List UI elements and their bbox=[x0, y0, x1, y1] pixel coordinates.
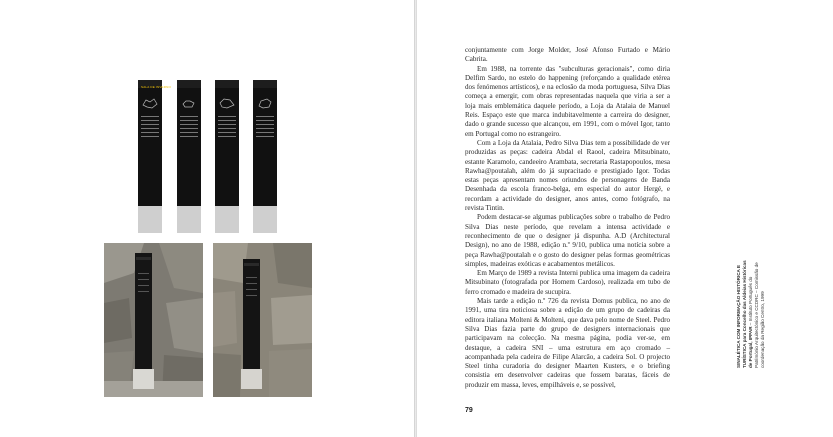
left-page bbox=[0, 0, 414, 437]
totem-photo-1 bbox=[104, 243, 203, 397]
side-caption-bold: SINALÉTICA COM INFORMAÇÃO HISTÓRICA E TURÍSTICA para Concelho das Aldeias Históricas de Portugal, IPPAR bbox=[736, 260, 753, 368]
body-text bbox=[465, 46, 670, 390]
page-number: 79 bbox=[465, 407, 473, 414]
side-caption-rest: – Instituto Português do Património Arquitectónico e CCDRC – Comissão de coordenação da Região Centro, 1999 bbox=[748, 262, 765, 368]
totem-label: SALA DE INVERNO bbox=[141, 85, 172, 89]
totem-photo-2 bbox=[213, 243, 312, 397]
paragraph: Em Março de 1989 a revista Interni publica uma imagem da cadeira Mitsubinato (fotografada por Homem Cardoso), realizada em tubo de ferro cromado e madeira de sucupira. bbox=[465, 269, 670, 296]
paragraph: Mais tarde a edição n.º 726 da revista Domus publica, no ano de 1991, uma tira noticiosa sobre a edição de um grupo de cadeiras da editora italiana Molteni & Molteni, que dava pelo nome de Steel. Pedro Silva Dias fazia parte do grupo de designers internacionais que participavam na colecção. Na mesma página, podia ver-se, em destaque, a cadeira SNI – uma estrutura em aço cromado – acompanhada pela cadeira de Filipe Alarcão, a cadeira Sol. O projecto Steel tinha curadoria do designer Maarten Kusters, e o briefing consistia em desenvolver cadeiras que fossem baratas, fáceis de produzir em massa, leves, empilháveis e, se possível, bbox=[465, 297, 670, 389]
paragraph: Em 1988, na torrente das "subculturas geracionais", como diria Delfim Sardo, no estelo do happening (reforçando a qualidade etérea dos fenómenos artísticos), e na eclosão da moda portuguesa, Silva Dias começa a emergir, com obras representadas naquela que viria a ser a loja mais emblemática daquele período, a Loja da Atalaia de Manuel Reis. Espaço este que marca indubitavelmente a carreira do designer, dado o grande sucesso que alcançou, em 1991, com o móvel Igor, tanto em Portugal como no estrangeiro. bbox=[465, 64, 670, 138]
side-caption bbox=[736, 258, 766, 368]
paragraph: Podem destacar-se algumas publicações sobre o trabalho de Pedro Silva Dias neste período, que revelam a intensa actividade e reconhecimento de que o designer já dispunha. A.D (Architectural Design), no ano de 1988, edição n.º 9/10, publica uma notícia sobre a peça Rawha@poutalah e o gosto do designer pelas formas geométricas simples, madeiras exóticas e acabamentos metálicos. bbox=[465, 213, 670, 268]
paragraph: conjuntamente com Jorge Molder, José Afonso Furtado e Mário Cabrita. bbox=[465, 46, 670, 64]
paragraph: Com a Loja da Atalaia, Pedro Silva Dias tem a possibilidade de ver produzidas as peças: cadeira Abdal el Raool, cadeira Mitsubinato, estante Karamolo, candeeiro Arambata, secretaria Rastapopoulos, mesa Rawha@poutalah, além do já supracitado e prestigiado Igor. Todas estas peças apresentam nomes oriundos de personagens de Banda Desenhada da escola franco-belga, em especial do autor Hergé, e recordam a actividade do designer, anos antes, como fotógrafo, na revista Tintin. bbox=[465, 138, 670, 213]
